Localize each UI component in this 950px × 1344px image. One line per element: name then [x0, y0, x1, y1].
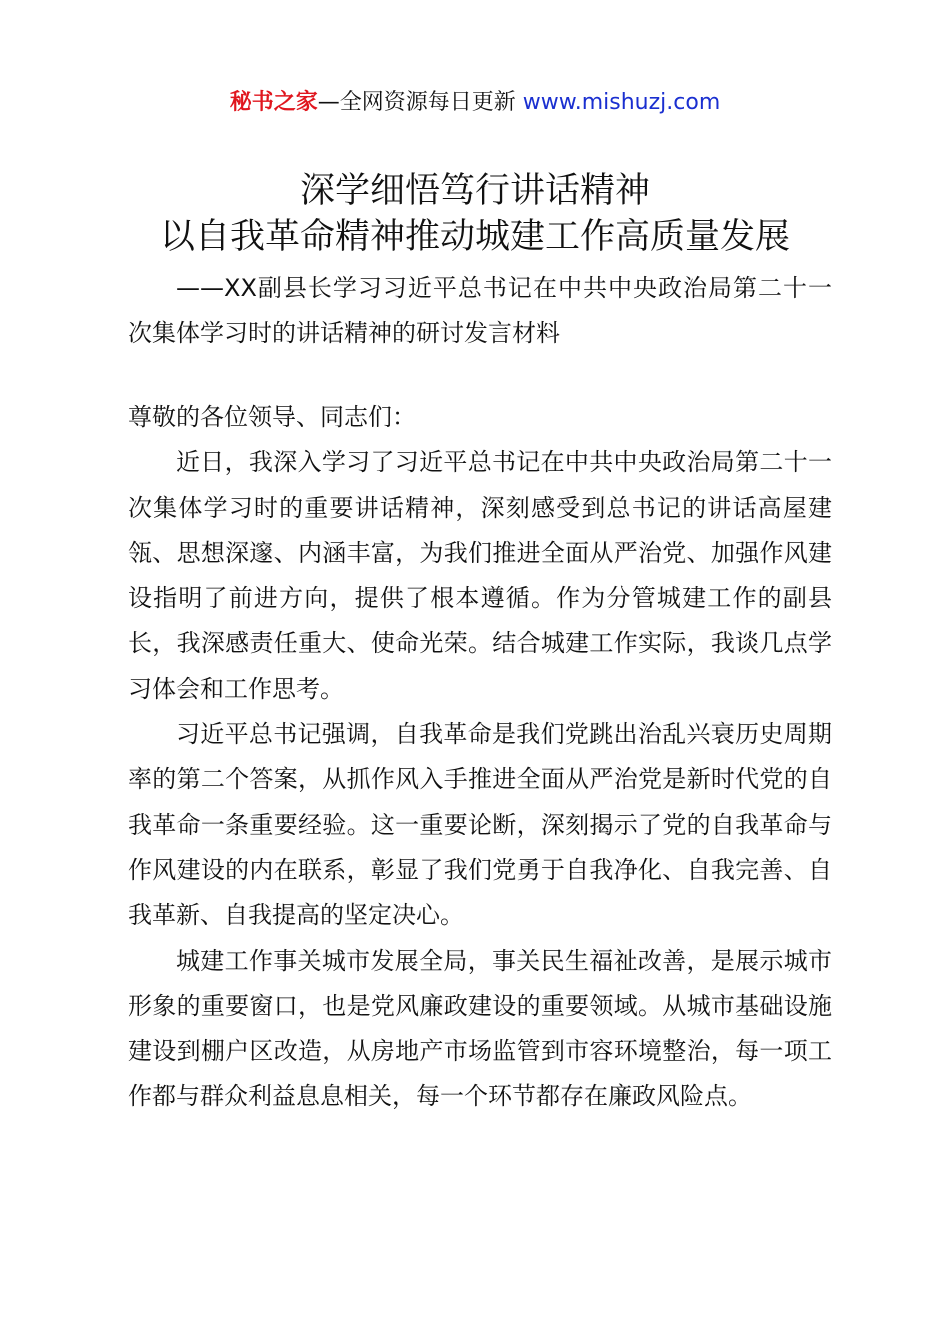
document-title-line-2: 以自我革命精神推动城建工作高质量发展: [159, 217, 790, 257]
document-subtitle: ——XX副县长学习习近平总书记在中共中央政治局第二十一次集体学习时的讲话精神的研讨发言材料: [128, 274, 832, 347]
document-title-line-1: 深学细悟笃行讲话精神: [299, 171, 650, 211]
document-body: [128, 395, 832, 1120]
paragraph-3: 城建工作事关城市发展全局，事关民生福祉改善，是展示城市形象的重要窗口，也是党风廉政建设的重要领域。从城市基础设施建设到棚户区改造，从房地产市场监管到市容环境整治，每一项工作都与群众利益息息相关，每一个环节都存在廉政风险点。: [128, 946, 832, 1111]
site-url-link[interactable]: www.mishuzj.com: [522, 90, 721, 115]
brand-name: 秘书之家: [229, 90, 318, 115]
paragraph-1: 近日，我深入学习了习近平总书记在中共中央政治局第二十一次集体学习时的重要讲话精神，深刻感受到总书记的讲话高屋建瓴、思想深邃、内涵丰富，为我们推进全面从严治党、加强作风建设指明了前进方向，提供了根本遵循。作为分管城建工作的副县长，我深感责任重大、使命光荣。结合城建工作实际，我谈几点学习体会和工作思考。: [128, 448, 832, 703]
header-tagline: —全网资源每日更新: [317, 90, 516, 115]
salutation: 尊敬的各位领导、同志们：: [128, 403, 416, 431]
site-header: [0, 86, 950, 120]
paragraph-2: 习近平总书记强调，自我革命是我们党跳出治乱兴衰历史周期率的第二个答案，从抓作风入手推进全面从严治党是新时代党的自我革命一条重要经验。这一重要论断，深刻揭示了党的自我革命与作风建设的内在联系，彰显了我们党勇于自我净化、自我完善、自我革新、自我提高的坚定决心。: [128, 720, 832, 930]
